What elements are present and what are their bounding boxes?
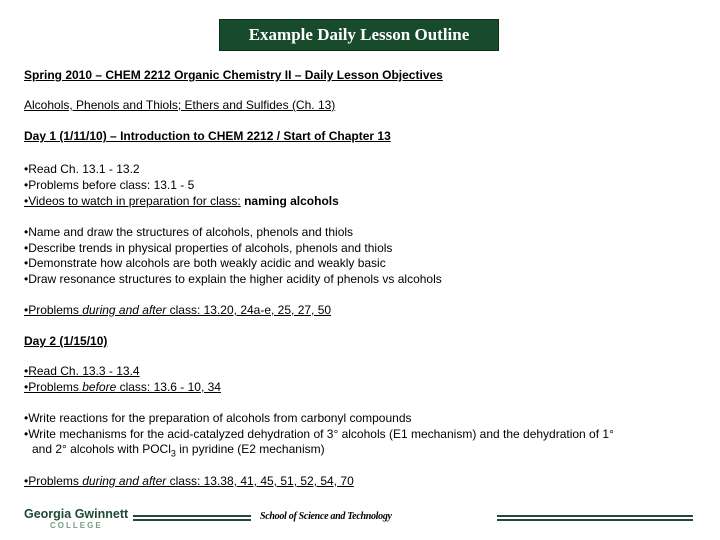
day2-read (24, 363, 140, 379)
day2-heading-text: Day 2 (1/15/10) (24, 334, 108, 348)
day2-objective-text: •Write mechanisms for the acid-catalyzed dehydration of 3° alcohols (E1 mechanism) and the dehydration of 1° (24, 427, 614, 441)
day2-heading (24, 333, 107, 349)
day1-problems-during-suffix: class: 13.20, 24a-e, 25, 27, 50 (166, 303, 332, 317)
day1-objective-text: •Describe trends in physical properties of alcohols, phenols and thiols (24, 241, 393, 255)
day2-problems-during-emph: during and after (82, 474, 167, 488)
day2-objective-cont-prefix: and 2° alcohols with POCl (32, 442, 171, 456)
footer-rule-left (133, 515, 251, 521)
day2-problems-before (24, 379, 221, 395)
day2-problems-before-suffix: class: 13.6 - 10, 34 (116, 380, 221, 394)
day1-problems-during (24, 302, 331, 318)
day2-problems-before-emph: before (82, 380, 117, 394)
day1-objective (24, 255, 386, 271)
course-header (24, 67, 443, 83)
day2-read-text: •Read Ch. 13.3 - 13.4 (24, 364, 140, 378)
day2-objective-sub: 3 (170, 448, 176, 459)
chapter-heading-text: Alcohols, Phenols and Thiols; Ethers and Sulfides (Ch. 13) (24, 98, 336, 112)
day2-problems-during-prefix: •Problems (24, 474, 83, 488)
footer-school: School of Science and Technology (260, 511, 392, 522)
day2-objective (24, 426, 614, 442)
day2-objective-text: •Write reactions for the preparation of alcohols from carbonyl compounds (24, 411, 412, 425)
day1-heading-text: Day 1 (1/11/10) – Introduction to CHEM 2212 / Start of Chapter 13 (24, 129, 391, 143)
college-logo (24, 508, 128, 530)
day1-heading (24, 128, 391, 144)
title-box (219, 19, 499, 51)
page-title: Example Daily Lesson Outline (248, 25, 470, 44)
day1-problems-before (24, 177, 194, 193)
logo-main-text: Georgia Gwinnett (24, 507, 129, 521)
day2-problems-before-prefix: •Problems (24, 380, 83, 394)
day2-objective-cont-suffix: in pyridine (E2 mechanism) (175, 442, 325, 456)
day1-videos (24, 193, 339, 209)
chapter-heading (24, 97, 335, 113)
course-header-text: Spring 2010 – CHEM 2212 Organic Chemistry II – Daily Lesson Objectives (24, 68, 443, 82)
day1-objective-text: •Demonstrate how alcohols are both weakly acidic and weakly basic (24, 256, 386, 270)
day2-objective (24, 410, 412, 426)
day1-problems-during-emph: during and after (82, 303, 167, 317)
day1-problems-during-prefix: •Problems (24, 303, 83, 317)
day1-objective (24, 240, 392, 256)
day1-videos-label: •Videos to watch in preparation for class: (24, 194, 241, 208)
day1-objective (24, 224, 353, 240)
day2-objective-continued (32, 441, 325, 461)
day2-problems-during-suffix: class: 13.38, 41, 45, 51, 52, 54, 70 (166, 474, 354, 488)
day1-read (24, 161, 140, 177)
day1-problems-before-text: •Problems before class: 13.1 - 5 (24, 178, 195, 192)
footer-rule-right (497, 515, 693, 521)
logo-sub-text: COLLEGE (50, 521, 103, 530)
day1-read-text: •Read Ch. 13.1 - 13.2 (24, 162, 140, 176)
day1-objective-text: •Draw resonance structures to explain the higher acidity of phenols vs alcohols (24, 272, 442, 286)
day1-objective-text: •Name and draw the structures of alcohols, phenols and thiols (24, 225, 354, 239)
day1-objective (24, 271, 442, 287)
day1-videos-topic: naming alcohols (240, 194, 339, 208)
day2-problems-during (24, 473, 354, 489)
